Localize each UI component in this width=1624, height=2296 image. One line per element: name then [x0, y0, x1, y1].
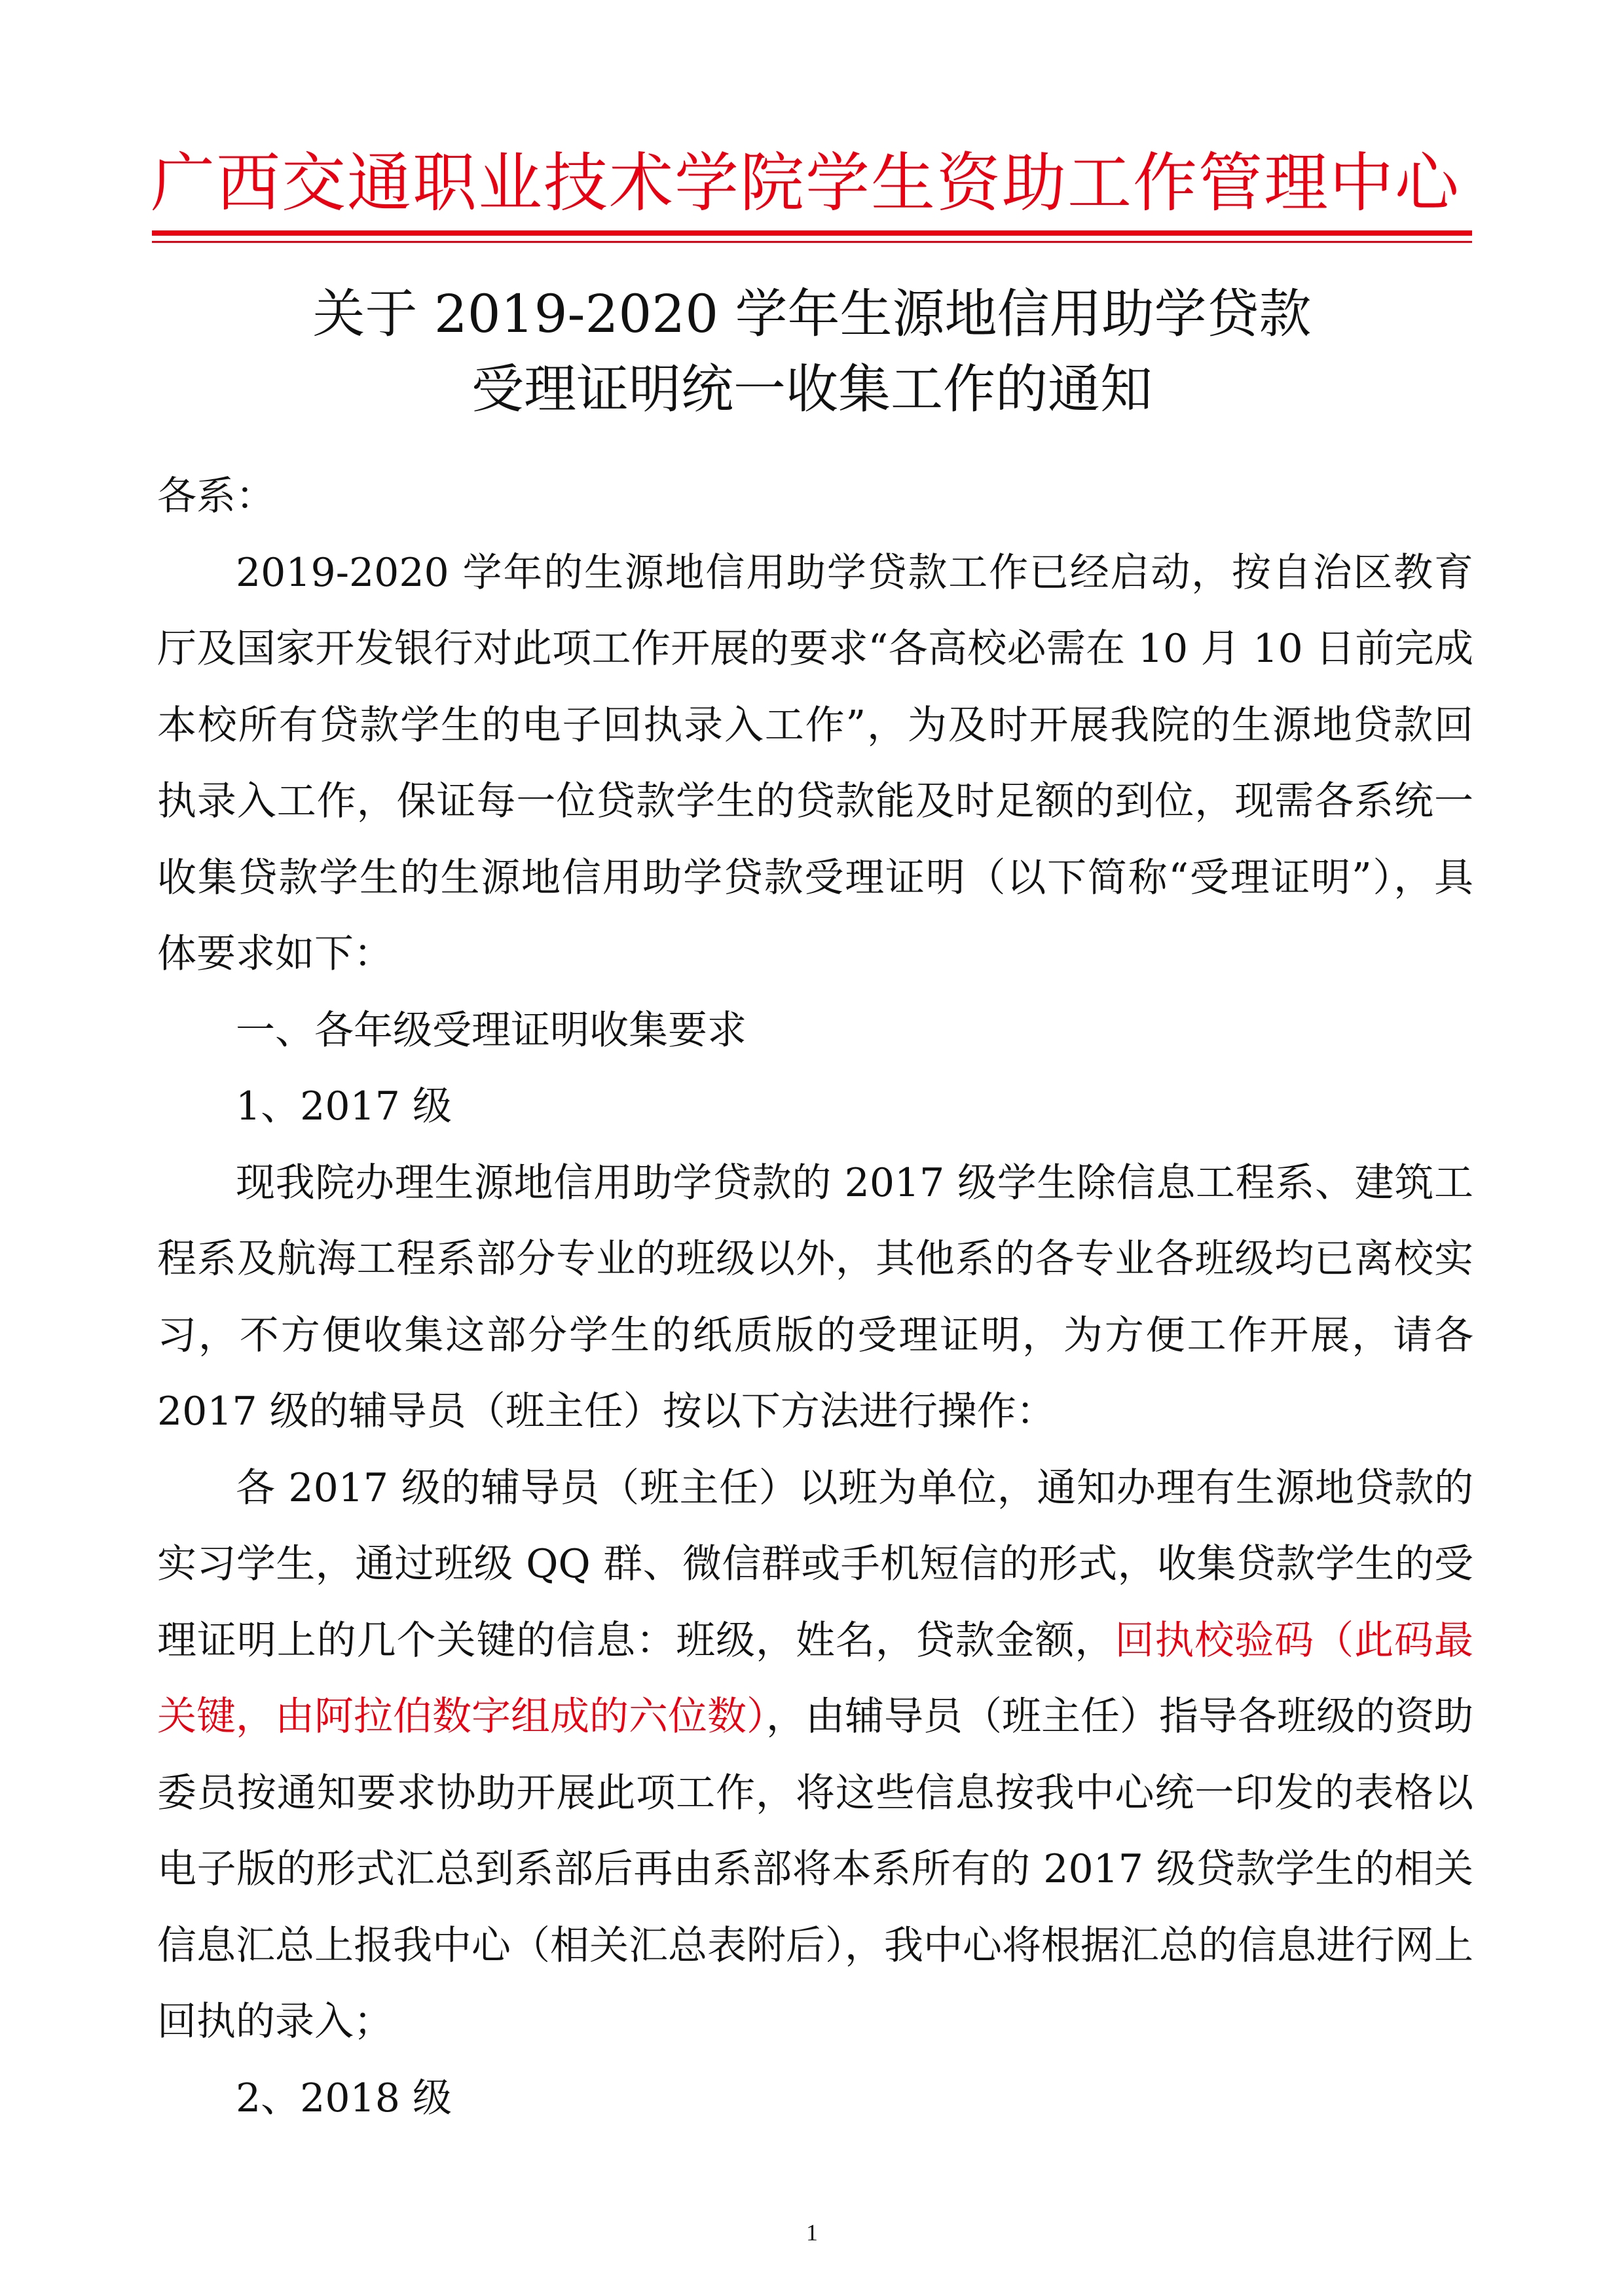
item-heading-2018: 2、2018 级: [236, 2075, 452, 2121]
page-number: 1: [806, 2219, 818, 2246]
item-heading-2017: 1、2017 级: [236, 1084, 452, 1129]
document-title-line-1: 关于 2019-2020 学年生源地信用助学贷款: [312, 283, 1312, 344]
masthead-rule-thin: [152, 241, 1472, 243]
paragraph-2017-method: [157, 1450, 1473, 2060]
salutation: 各系：: [157, 473, 275, 519]
verification-code-highlight: 回执校验码（此码最关键，由阿拉伯数字组成的六位数）: [157, 1617, 1473, 1740]
document-body: [157, 458, 1473, 2136]
paragraph-2017-method-end: ，由辅导员（班主任）指导各班级的资助委员按通知要求协助开展此项工作，将这些信息按我中心统一印发的表格以电子版的形式汇总到系部后再由系部将本系所有的 2017 级贷款学生的相关信息汇总上报我中心（相关汇总表附后），我中心将根据汇总的信息进行网上回执的录入；: [157, 1694, 1473, 2045]
document-title-line-2: 受理证明统一收集工作的通知: [471, 359, 1153, 420]
paragraph-2017-overview: 现我院办理生源地信用助学贷款的 2017 级学生除信息工程系、建筑工程系及航海工程系部分专业的班级以外，其他系的各专业各班级均已离校实习，不方便收集这部分学生的纸质版的受理证明，为方便工作开展，请各 2017 级的辅导员（班主任）按以下方法进行操作：: [157, 1159, 1473, 1434]
section-heading-1: 一、各年级受理证明收集要求: [236, 1007, 747, 1053]
paragraph-2017-method-start: 各 2017 级的辅导员（班主任）以班为单位，通知办理有生源地贷款的实习学生，通过班级 QQ 群、微信群或手机短信的形式，收集贷款学生的受理证明上的几个关键的信息：班级，姓名，贷款金额，: [157, 1465, 1473, 1664]
masthead-rule-thick: [152, 230, 1472, 236]
organization-masthead: 广西交通职业技术学院学生资助工作管理中心: [151, 146, 1461, 221]
paragraph-intro: 2019-2020 学年的生源地信用助学贷款工作已经启动，按自治区教育厅及国家开发银行对此项工作开展的要求“各高校必需在 10 月 10 日前完成本校所有贷款学生的电子回执录入工作”，为及时开展我院的生源地贷款回执录入工作，保证每一位贷款学生的贷款能及时足额的到位，现需各系统一收集贷款学生的生源地信用助学贷款受理证明（以下简称“受理证明”），具体要求如下：: [157, 549, 1473, 977]
